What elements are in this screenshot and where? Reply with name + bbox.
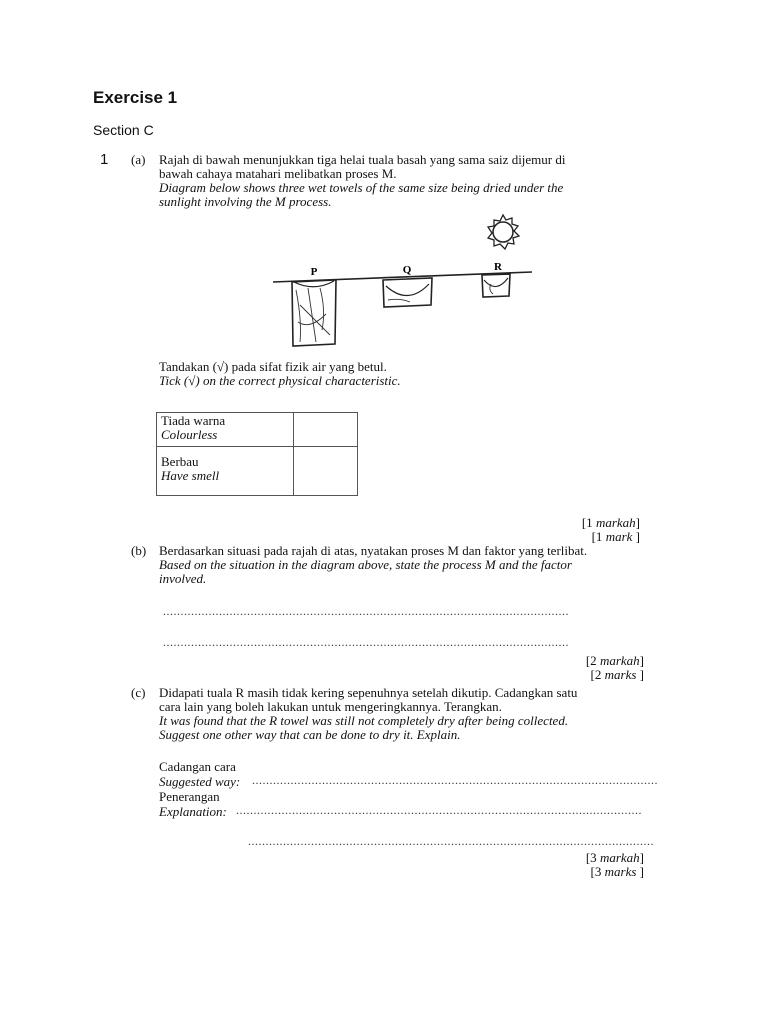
towel-q	[383, 278, 432, 307]
page-title: Exercise 1	[93, 88, 178, 107]
marks-a	[582, 516, 640, 544]
tick-table	[156, 412, 358, 496]
sun-icon	[488, 215, 519, 249]
towels-diagram	[260, 210, 550, 355]
answer-line-suggest[interactable]: ....................................................................................................................	[252, 773, 658, 787]
property-ms: Tiada warna	[161, 413, 226, 428]
section-label: Section C	[93, 122, 154, 138]
property-en: Colourless	[161, 427, 218, 442]
table-cell-property	[157, 447, 294, 496]
label-q: Q	[402, 264, 412, 276]
part-a-label: (a)	[131, 152, 146, 167]
suggest-label-ms: Cadangan cara	[159, 759, 236, 774]
part-a-text	[159, 153, 566, 209]
part-c-line-1: Didapati tuala R masih tidak kering sepenuhnya setelah dikutip. Cadangkan satu	[159, 685, 578, 700]
explain-label-en: Explanation:	[159, 804, 227, 819]
marks-b-en: [2 marks ]	[590, 667, 644, 682]
property-en: Have smell	[161, 468, 220, 483]
part-c-text	[159, 686, 577, 742]
answer-line-b2[interactable]: ....................................................................................................................	[163, 635, 569, 649]
part-a-line-3: Diagram below shows three wet towels of the same size being dried under the	[159, 180, 564, 195]
table-row	[157, 447, 358, 496]
part-b-label: (b)	[131, 543, 147, 558]
part-c-line-2: cara lain yang boleh lakukan untuk mengeringkannya. Terangkan.	[159, 699, 502, 714]
part-b-line-1: Berdasarkan situasi pada rajah di atas, nyatakan proses M dan faktor yang terlibat.	[159, 543, 588, 558]
label-r: R	[494, 261, 502, 273]
tick-instruction	[159, 360, 401, 388]
property-ms: Berbau	[161, 454, 199, 469]
marks-c	[586, 851, 644, 879]
marks-a-en: [1 mark ]	[591, 529, 640, 544]
part-a-line-4: sunlight involving the M process.	[159, 194, 332, 209]
part-b-text	[159, 544, 587, 586]
question-number: 1	[100, 151, 109, 168]
part-c-label: (c)	[131, 685, 146, 700]
marks-a-ms: [1 markah]	[581, 515, 640, 530]
tick-instruction-en: Tick (√) on the correct physical characteristic.	[159, 373, 401, 388]
tick-box-have-smell[interactable]	[294, 447, 358, 496]
answer-line-explain-2[interactable]: ....................................................................................................................	[248, 834, 654, 848]
towel-r	[482, 274, 510, 297]
towel-p	[292, 280, 336, 346]
tick-instruction-ms: Tandakan (√) pada sifat fizik air yang betul.	[159, 359, 387, 374]
explain-label-ms: Penerangan	[159, 789, 220, 804]
part-b-line-2: Based on the situation in the diagram above, state the process M and the factor	[159, 557, 572, 572]
marks-c-en: [3 marks ]	[590, 864, 644, 879]
answer-line-explain[interactable]: ....................................................................................................................	[236, 803, 642, 817]
tick-box-colourless[interactable]	[294, 413, 358, 447]
part-b-line-3: involved.	[159, 571, 207, 586]
suggest-label-en: Suggested way:	[159, 774, 241, 789]
part-a-line-2: bawah cahaya matahari melibatkan proses M.	[159, 166, 397, 181]
table-cell-property	[157, 413, 294, 447]
label-p: P	[310, 266, 318, 278]
table-row	[157, 413, 358, 447]
marks-b-ms: [2 markah]	[585, 653, 644, 668]
marks-c-ms: [3 markah]	[585, 850, 644, 865]
part-a-line-1: Rajah di bawah menunjukkan tiga helai tuala basah yang sama saiz dijemur di	[159, 152, 566, 167]
part-c-line-3: It was found that the R towel was still not completely dry after being collected.	[159, 713, 569, 728]
answer-line-b1[interactable]: ....................................................................................................................	[163, 604, 569, 618]
part-c-line-4: Suggest one other way that can be done to dry it. Explain.	[159, 727, 461, 742]
marks-b	[586, 654, 644, 682]
